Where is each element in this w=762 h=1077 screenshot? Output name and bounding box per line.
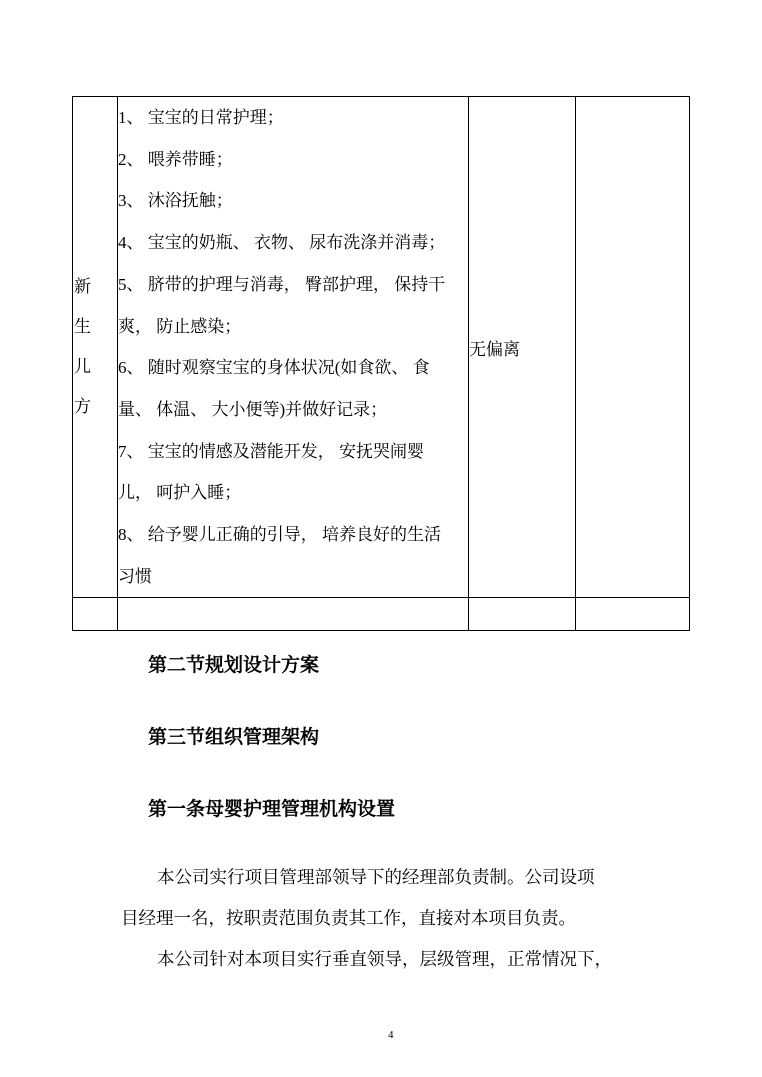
remark-cell xyxy=(576,97,690,598)
content-line: 爽， 防止感染； xyxy=(118,316,242,336)
content-line: 儿， 呵护入睡； xyxy=(118,483,242,503)
content-line: 5、 脐带的护理与消毒， 臀部护理， 保持干 xyxy=(118,274,446,294)
content-line: 4、 宝宝的奶瓶、 衣物、 尿布洗涤并消毒； xyxy=(118,233,446,253)
article-heading: 第一条母婴护理管理机构设置 xyxy=(148,799,396,820)
content-cell xyxy=(118,97,469,598)
paragraph-line: 本公司实行项目管理部领导下的经理部负责制。公司设项 xyxy=(157,867,595,887)
category-cell xyxy=(73,97,118,598)
content-line: 6、 随时观察宝宝的身体状况(如食欲、 食 xyxy=(118,358,430,378)
service-table xyxy=(72,96,690,631)
paragraph-line: 目经理一名，按职责范围负责其工作，直接对本项目负责。 xyxy=(121,908,576,928)
content-line: 习惯 xyxy=(118,566,152,586)
deviation-cell xyxy=(469,598,576,631)
category-label: 新 生 xyxy=(74,277,93,337)
content-line: 7、 宝宝的情感及潜能开发， 安抚哭闹婴 xyxy=(118,441,424,461)
remark-cell xyxy=(576,598,690,631)
content-line: 1、 宝宝的日常护理； xyxy=(118,108,284,127)
content-line: 2、 喂养带睡； xyxy=(118,149,233,169)
category-cell xyxy=(73,598,118,631)
deviation-cell: 无偏离 xyxy=(469,97,576,598)
category-label: 儿 方 xyxy=(74,357,93,417)
content-line: 量、 体温、 大小便等)并做好记录； xyxy=(118,399,388,419)
paragraph-line: 本公司针对本项目实行垂直领导，层级管理，正常情况下， xyxy=(157,949,612,969)
section-heading: 第二节规划设计方案 xyxy=(148,655,320,676)
table-row xyxy=(73,598,690,631)
content-line: 8、 给予婴儿正确的引导， 培养良好的生活 xyxy=(118,525,441,545)
content-cell xyxy=(118,598,469,631)
content-line: 3、 沐浴抚触； xyxy=(118,191,233,211)
section-heading: 第三节组织管理架构 xyxy=(148,727,320,748)
page-number: 4 xyxy=(388,1029,394,1041)
table-row xyxy=(73,97,690,598)
